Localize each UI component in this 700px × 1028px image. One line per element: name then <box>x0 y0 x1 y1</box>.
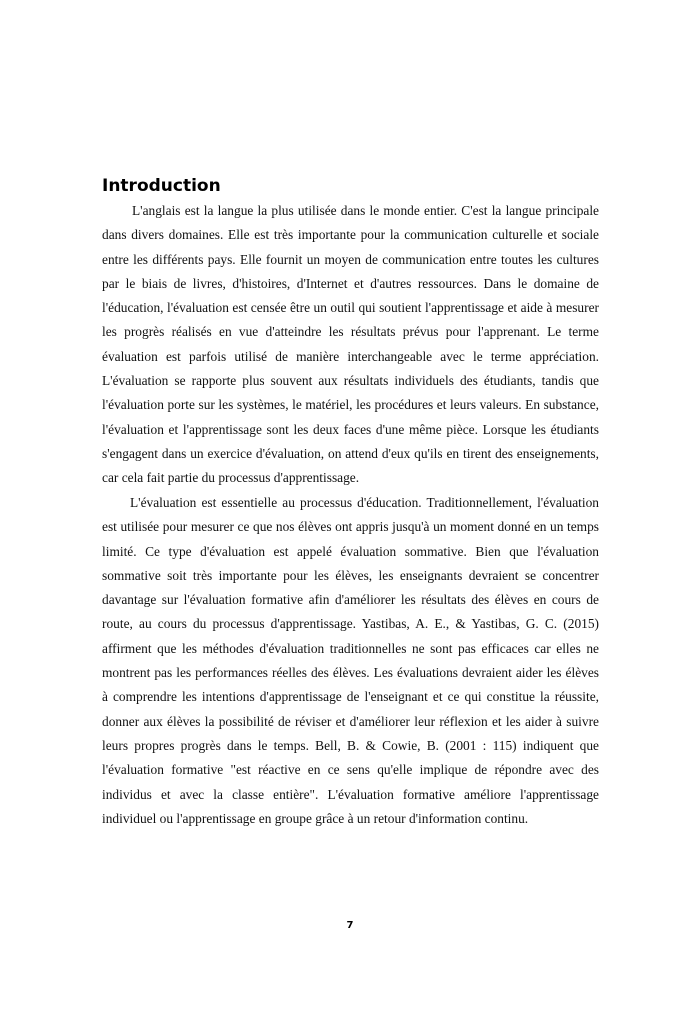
section-heading: Introduction <box>102 176 221 196</box>
paragraph-1: L'anglais est la langue la plus utilisée dans le monde entier. C'est la langue principale dans divers domaines. Elle est très importante pour la communication culturelle et sociale entre les différents pays. Elle fournit un moyen de communication entre toutes les cultures par le biais de livres, d'histoires, d'Internet et d'autres ressources. Dans le domaine de l'éducation, l'évaluation est censée être un outil qui soutient l'apprentissage et aide à mesurer les progrès réalisés en vue d'atteindre les résultats prévus pour l'apprenant. Le terme évaluation est parfois utilisé de manière interchangeable avec le terme appréciation. L'évaluation se rapporte plus souvent aux résultats individuels des étudiants, tandis que l'évaluation porte sur les systèmes, le matériel, les procédures et leurs valeurs. En substance, l'évaluation et l'apprentissage sont les deux faces d'une même pièce. Lorsque les étudiants s'engagent dans un exercice d'évaluation, on attend d'eux qu'ils en tirent des enseignements, car cela fait partie du processus d'apprentissage. <box>102 203 599 486</box>
page-number: 7 <box>346 920 354 931</box>
paragraph-2: L'évaluation est essentielle au processus d'éducation. Traditionnellement, l'évaluation est utilisée pour mesurer ce que nos élèves ont appris jusqu'à un moment donné en un temps limité. Ce type d'évaluation est appelé évaluation sommative. Bien que l'évaluation sommative soit très importante pour les élèves, les enseignants devraient se concentrer davantage sur l'évaluation formative afin d'améliorer les résultats des élèves en cours de route, au cours du processus d'apprentissage. Yastibas, A. E., & Yastibas, G. C. (2015) affirment que les méthodes d'évaluation traditionnelles ne sont pas efficaces car elles ne montrent pas les performances réelles des élèves. Les évaluations devraient aider les élèves à comprendre les intentions d'apprentissage de l'enseignant et ce qui constitue la réussite, donner aux élèves la possibilité de réviser et d'améliorer leur réflexion et les aider à suivre leurs propres progrès dans le temps. Bell, B. & Cowie, B. (2001 : 115) indiquent que l'évaluation formative "est réactive en ce sens qu'elle implique de répondre avec des individus et avec la classe entière". L'évaluation formative améliore l'apprentissage individuel ou l'apprentissage en groupe grâce à un retour d'information continu. <box>102 495 599 826</box>
